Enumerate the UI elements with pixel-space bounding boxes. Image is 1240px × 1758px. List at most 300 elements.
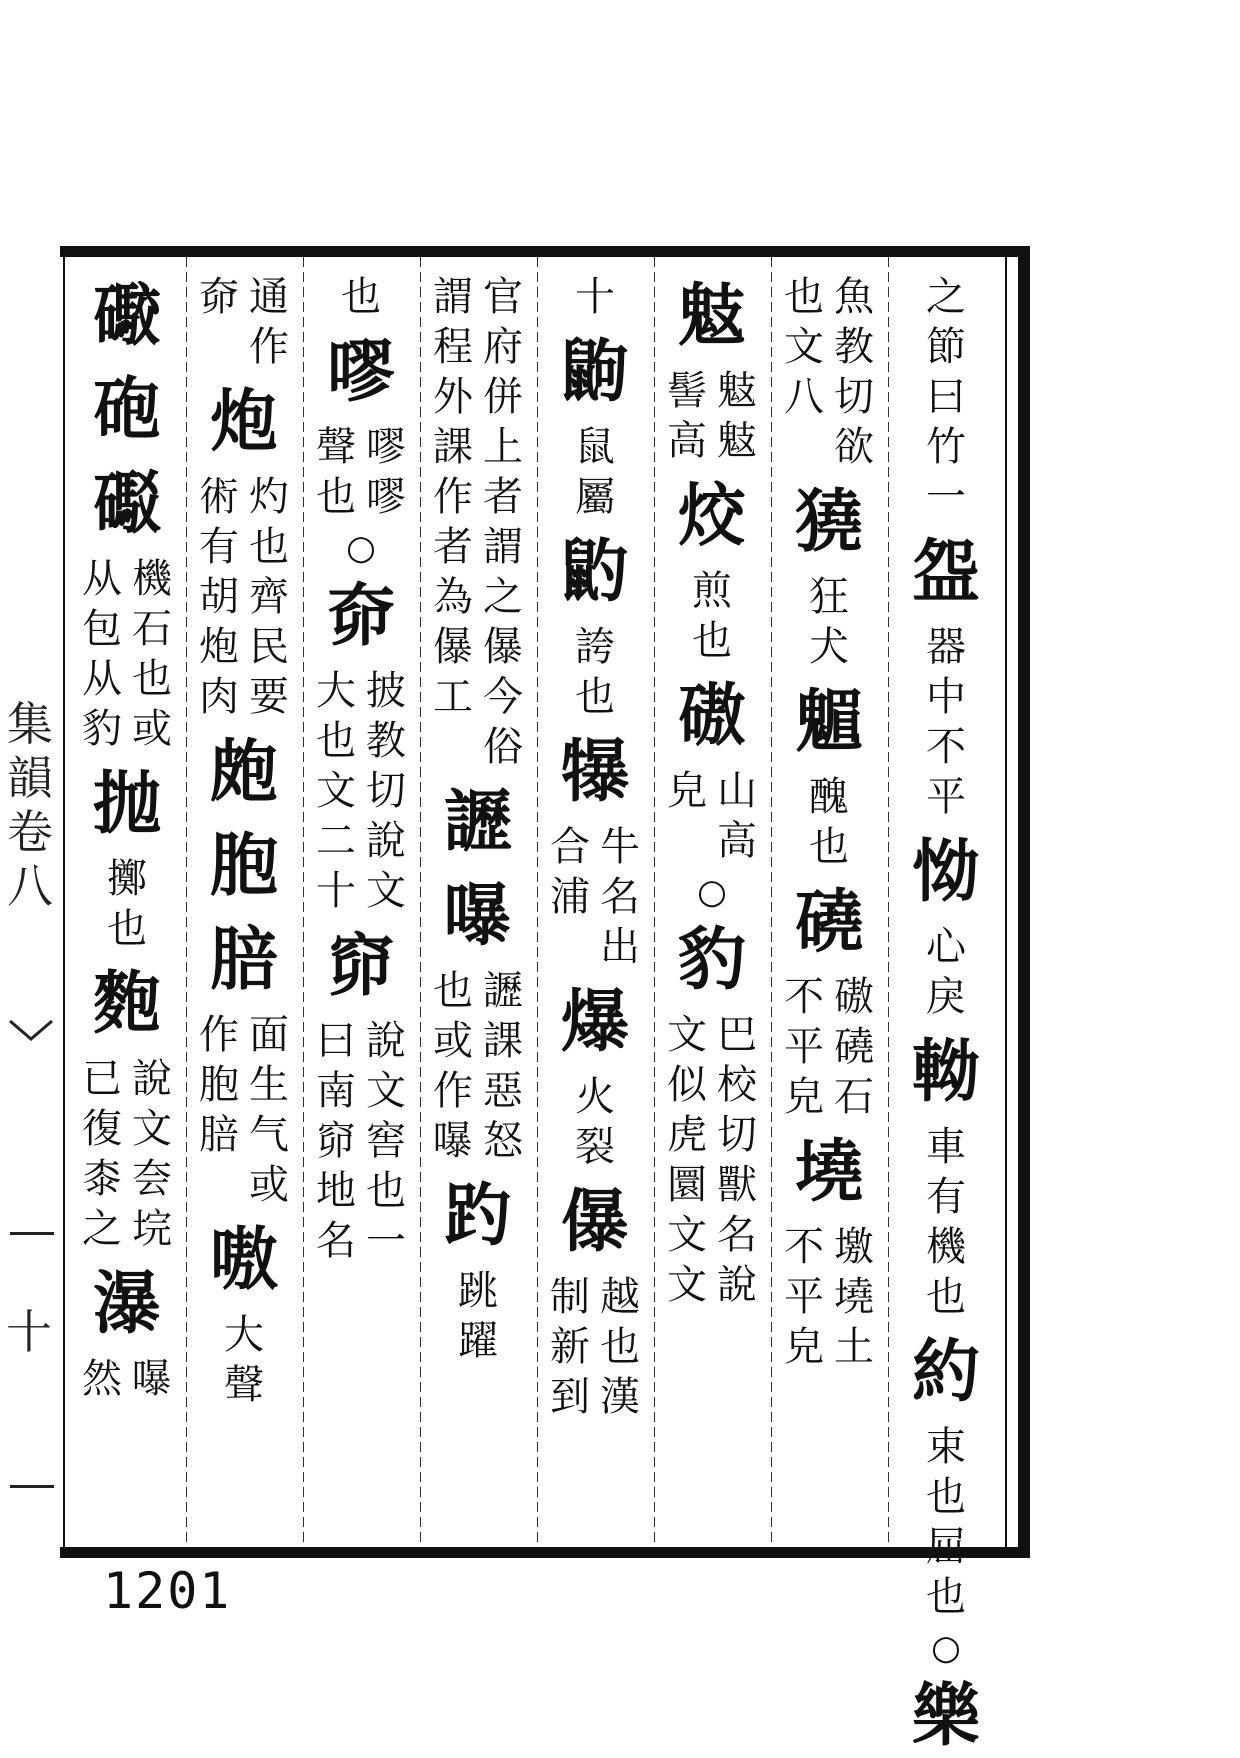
gloss-char: 有: [199, 524, 239, 570]
margin-title-char: 八: [7, 859, 53, 913]
headword: [210, 824, 278, 908]
gloss-annotation: [926, 622, 966, 822]
headword-char: 怮: [911, 832, 980, 912]
gloss-char: 䏽: [199, 1112, 239, 1158]
headword-char: 磝: [677, 676, 746, 756]
headword: [93, 462, 161, 546]
text-column: [73, 270, 181, 1540]
frame-right-border: [1018, 246, 1030, 1558]
gloss-char: 也: [926, 1574, 966, 1620]
gloss-line: [366, 666, 406, 916]
gloss-char: 一: [366, 1218, 406, 1264]
gloss-line: [667, 766, 707, 866]
gloss-char: 或: [132, 706, 172, 752]
headword-char: 鬾: [677, 276, 746, 356]
gloss-char: 嚗: [132, 1356, 172, 1402]
gloss-char: 牛: [600, 824, 640, 870]
gloss-annotation: [926, 922, 966, 1022]
gloss-char: 儤: [433, 624, 473, 670]
headword-char: 爆: [560, 982, 629, 1062]
gloss-char: 切: [366, 768, 406, 814]
gloss-char: 面: [249, 1012, 289, 1058]
gloss-line: [107, 854, 147, 954]
gloss-char: 民: [249, 624, 289, 670]
gloss-annotation: [341, 272, 381, 322]
gloss-line: [316, 422, 356, 522]
gloss-annotation: [550, 822, 640, 972]
headword: [93, 368, 161, 452]
gloss-line: [834, 972, 874, 1122]
gloss-char: 者: [433, 524, 473, 570]
headword-char: 皰: [209, 732, 278, 812]
gloss-char: 十: [575, 274, 615, 320]
gloss-char: 狂: [809, 574, 849, 620]
gloss-char: 也: [132, 656, 172, 702]
gloss-char: 南: [316, 1068, 356, 1114]
gloss-char: 文: [667, 1212, 707, 1258]
headword-char: 礮: [92, 276, 161, 356]
gloss-line: [926, 622, 966, 822]
gloss-char: 戾: [926, 974, 966, 1020]
gloss-char: 也: [316, 718, 356, 764]
gloss-char: 髻: [667, 368, 707, 414]
gloss-annotation: [809, 572, 849, 672]
column-divider: [303, 257, 304, 1547]
gloss-line: [249, 272, 289, 372]
gloss-char: 躍: [458, 1318, 498, 1364]
gloss-char: 說: [366, 1018, 406, 1064]
gloss-char: 火: [575, 1074, 615, 1120]
gloss-char: 跳: [458, 1268, 498, 1314]
gloss-line: [809, 772, 849, 872]
headword-char: 砲: [92, 370, 161, 450]
gloss-char: 也: [692, 618, 732, 664]
gloss-char: 文: [366, 868, 406, 914]
headword-char: 讈: [443, 782, 512, 862]
gloss-annotation: [458, 1266, 498, 1366]
headword-char: 鼩: [560, 332, 629, 412]
gloss-char: 桼: [82, 1156, 122, 1202]
gloss-annotation: [809, 772, 849, 872]
headword-char: 樂: [911, 1676, 980, 1756]
section-circle-mark: ○: [931, 1628, 961, 1668]
gloss-char: 鼠: [575, 424, 615, 470]
gloss-annotation: [784, 972, 874, 1122]
gloss-char: 惡: [483, 1068, 523, 1114]
gloss-annotation: [199, 1010, 289, 1210]
gloss-char: 也: [366, 1168, 406, 1214]
gloss-line: [483, 966, 523, 1166]
gloss-char: 越: [600, 1274, 640, 1320]
gloss-char: 切: [717, 1112, 757, 1158]
gloss-char: 磽: [834, 1024, 874, 1070]
gloss-char: 从: [82, 556, 122, 602]
gloss-char: 不: [784, 974, 824, 1020]
gloss-annotation: [575, 272, 615, 322]
gloss-char: 石: [834, 1074, 874, 1120]
gloss-line: [82, 1354, 122, 1404]
gloss-char: 不: [926, 724, 966, 770]
gloss-char: 皃: [784, 1074, 824, 1120]
gloss-line: [575, 422, 615, 522]
gloss-char: 中: [926, 674, 966, 720]
margin-rule-lower: [10, 1485, 54, 1488]
text-column: [424, 270, 532, 1540]
gloss-line: [199, 472, 239, 722]
gloss-char: 謂: [433, 274, 473, 320]
gloss-line: [784, 272, 824, 472]
fish-tail-mark-icon: [8, 1017, 54, 1043]
gloss-char: 或: [433, 1018, 473, 1064]
gloss-char: 也: [433, 968, 473, 1014]
gloss-line: [550, 1272, 590, 1422]
headword: [678, 674, 746, 758]
headword: [795, 680, 863, 764]
gloss-char: 高: [717, 818, 757, 864]
gloss-char: 垸: [132, 1206, 172, 1252]
gloss-line: [433, 966, 473, 1166]
gloss-annotation: [107, 854, 147, 954]
headword: [210, 1218, 278, 1302]
gloss-char: 气: [249, 1112, 289, 1158]
gloss-char: 車: [926, 1124, 966, 1170]
headword: [561, 980, 629, 1064]
gloss-char: 怒: [483, 1118, 523, 1164]
gloss-char: 十: [316, 868, 356, 914]
headword-char: 墝: [794, 1132, 863, 1212]
headword: [678, 274, 746, 358]
gloss-annotation: [575, 622, 615, 722]
margin-rule-upper: [10, 1232, 54, 1235]
gloss-char: 也: [926, 1474, 966, 1520]
gloss-line: [692, 566, 732, 666]
gloss-char: 也: [341, 274, 381, 320]
gloss-annotation: [926, 272, 966, 522]
gloss-line: [717, 366, 757, 466]
gloss-char: 二: [316, 818, 356, 864]
gloss-char: 墽: [834, 1224, 874, 1270]
gloss-line: [249, 472, 289, 722]
gloss-annotation: [316, 666, 406, 916]
margin-title: [2, 697, 58, 913]
gloss-char: 獸: [717, 1162, 757, 1208]
gloss-line: [667, 366, 707, 466]
gloss-char: 或: [249, 1162, 289, 1208]
gloss-line: [926, 922, 966, 1022]
gloss-char: 炮: [199, 624, 239, 670]
headword: [327, 574, 395, 658]
text-column: [307, 270, 415, 1540]
gloss-line: [575, 622, 615, 722]
headword: [210, 918, 278, 1002]
gloss-char: 墝: [834, 1274, 874, 1320]
gloss-char: 土: [834, 1324, 874, 1370]
headword-char: 䏽: [209, 920, 278, 1000]
gloss-line: [784, 972, 824, 1122]
section-circle-mark: ○: [697, 872, 727, 912]
gloss-line: [82, 1054, 122, 1254]
gloss-char: 平: [784, 1024, 824, 1070]
gloss-char: 奅: [199, 274, 239, 320]
gloss-char: 出: [600, 924, 640, 970]
gloss-char: 不: [784, 1224, 824, 1270]
gloss-char: 也: [600, 1324, 640, 1370]
headword: [795, 480, 863, 564]
headword: [327, 330, 395, 414]
gloss-char: 讈: [483, 968, 523, 1014]
gloss-char: 之: [926, 274, 966, 320]
headword: [561, 530, 629, 614]
gloss-char: 皃: [784, 1324, 824, 1370]
gloss-char: 文: [132, 1106, 172, 1152]
gloss-char: 齊: [249, 574, 289, 620]
gloss-char: 到: [550, 1374, 590, 1420]
headword-char: 犦: [560, 732, 629, 812]
gloss-annotation: [224, 1310, 264, 1410]
gloss-char: 切: [834, 374, 874, 420]
gloss-char: 聲: [224, 1362, 264, 1408]
gloss-line: [199, 272, 239, 372]
gloss-line: [458, 1266, 498, 1366]
gloss-char: 竹: [926, 424, 966, 470]
gloss-char: 節: [926, 324, 966, 370]
gloss-char: 通: [249, 274, 289, 320]
gloss-char: 束: [926, 1424, 966, 1470]
gloss-char: 豹: [82, 706, 122, 752]
gloss-char: 屬: [575, 474, 615, 520]
gloss-annotation: [316, 422, 406, 522]
gloss-line: [249, 1010, 289, 1210]
gloss-line: [809, 572, 849, 672]
gloss-char: 校: [717, 1062, 757, 1108]
gloss-char: 新: [550, 1324, 590, 1370]
headword: [912, 530, 980, 614]
headword-char: 豹: [677, 920, 746, 1000]
headword: [795, 1130, 863, 1214]
gloss-char: 儤: [483, 624, 523, 670]
gloss-char: 欲: [834, 424, 874, 470]
gloss-char: 也: [107, 906, 147, 952]
gloss-char: 高: [667, 418, 707, 464]
gloss-annotation: [433, 272, 523, 772]
gloss-char: 名: [717, 1212, 757, 1258]
gloss-char: 今: [483, 674, 523, 720]
text-column: [775, 270, 883, 1540]
gloss-char: 山: [717, 768, 757, 814]
gloss-char: 醜: [809, 774, 849, 820]
gloss-line: [600, 1272, 640, 1422]
gloss-annotation: [316, 1016, 406, 1266]
text-column: [892, 270, 1000, 1756]
gloss-line: [717, 1010, 757, 1310]
gloss-char: 巴: [717, 1012, 757, 1058]
gloss-annotation: [199, 472, 289, 722]
gloss-char: 灼: [249, 474, 289, 520]
headword-char: 炮: [209, 382, 278, 462]
headword-char: 窌: [326, 926, 395, 1006]
headword: [912, 1674, 980, 1758]
gloss-char: 漢: [600, 1374, 640, 1420]
headword: [561, 330, 629, 414]
gloss-char: 虎: [667, 1112, 707, 1158]
headword: [678, 474, 746, 558]
margin-title-char: 集: [7, 697, 53, 751]
gloss-char: 圜: [667, 1162, 707, 1208]
gloss-line: [366, 1016, 406, 1266]
gloss-line: [132, 1354, 172, 1404]
gloss-char: 夽: [132, 1156, 172, 1202]
gloss-char: 似: [667, 1062, 707, 1108]
gloss-line: [316, 666, 356, 916]
gloss-char: 說: [132, 1056, 172, 1102]
gloss-char: 地: [316, 1168, 356, 1214]
gloss-annotation: [667, 1010, 757, 1310]
gloss-char: 胞: [199, 1062, 239, 1108]
gloss-char: 併: [483, 374, 523, 420]
gloss-char: 名: [600, 874, 640, 920]
gloss-line: [316, 1016, 356, 1266]
headword: [444, 780, 512, 864]
gloss-char: 機: [132, 556, 172, 602]
gloss-char: 教: [834, 324, 874, 370]
gloss-annotation: [550, 1272, 640, 1422]
gloss-annotation: [667, 766, 757, 866]
headword-char: 䰨: [794, 682, 863, 762]
gloss-char: 嘐: [366, 474, 406, 520]
gloss-char: 鬾: [717, 368, 757, 414]
gloss-char: 八: [784, 374, 824, 420]
gloss-char: 已: [82, 1056, 122, 1102]
frame-left-border: [63, 257, 65, 1547]
gloss-char: 皃: [667, 768, 707, 814]
gloss-char: 之: [82, 1206, 122, 1252]
frame-top-border: [60, 246, 1030, 257]
headword-char: 約: [911, 1332, 980, 1412]
gloss-char: 機: [926, 1224, 966, 1270]
gloss-char: 曰: [926, 374, 966, 420]
headword-char: 獟: [794, 482, 863, 562]
gloss-char: 外: [433, 374, 473, 420]
gloss-annotation: [784, 272, 874, 472]
gloss-char: 復: [82, 1106, 122, 1152]
headword: [561, 1180, 629, 1264]
text-column: [190, 270, 298, 1540]
gloss-line: [199, 1010, 239, 1210]
gloss-char: 窖: [366, 1118, 406, 1164]
headword-char: 嚗: [443, 876, 512, 956]
gloss-char: 文: [667, 1262, 707, 1308]
gloss-char: 也: [316, 474, 356, 520]
headword-char: 麭: [92, 964, 161, 1044]
gloss-char: 也: [249, 524, 289, 570]
gloss-char: 从: [82, 656, 122, 702]
headword-char: 嘐: [326, 332, 395, 412]
headword: [795, 880, 863, 964]
gloss-char: 磝: [834, 974, 874, 1020]
page-number: 1201: [103, 1562, 232, 1620]
headword-char: 奅: [326, 576, 395, 656]
gloss-char: 合: [550, 824, 590, 870]
gloss-line: [575, 272, 615, 322]
headword: [210, 730, 278, 814]
gloss-char: 浦: [550, 874, 590, 920]
gloss-char: 術: [199, 474, 239, 520]
gloss-char: 石: [132, 606, 172, 652]
gloss-char: 作: [199, 1012, 239, 1058]
gloss-char: 生: [249, 1062, 289, 1108]
gloss-annotation: [926, 1122, 966, 1322]
gloss-line: [366, 422, 406, 522]
headword: [561, 730, 629, 814]
gloss-char: 文: [316, 768, 356, 814]
gloss-char: 上: [483, 424, 523, 470]
gloss-annotation: [667, 366, 757, 466]
gloss-char: 謂: [483, 524, 523, 570]
gloss-line: [784, 1222, 824, 1372]
gloss-char: 誇: [575, 624, 615, 670]
gloss-char: 犬: [809, 624, 849, 670]
gloss-char: 文: [366, 1068, 406, 1114]
headword: [912, 830, 980, 914]
gloss-char: 魚: [834, 274, 874, 320]
gloss-line: [926, 1422, 966, 1622]
gloss-char: 說: [717, 1262, 757, 1308]
gloss-char: 也: [926, 1274, 966, 1320]
gloss-char: 說: [366, 818, 406, 864]
gloss-char: 制: [550, 1274, 590, 1320]
gloss-line: [834, 1222, 874, 1372]
gloss-annotation: [784, 1222, 874, 1372]
gloss-annotation: [433, 966, 523, 1166]
gloss-char: 名: [316, 1218, 356, 1264]
gloss-char: 器: [926, 624, 966, 670]
frame-bottom-border: [60, 1547, 1030, 1558]
gloss-annotation: [926, 1422, 966, 1622]
gloss-char: 俗: [483, 724, 523, 770]
headword: [444, 1174, 512, 1258]
gloss-char: 之: [483, 574, 523, 620]
gloss-annotation: [82, 1054, 172, 1254]
headword-char: 礟: [92, 464, 161, 544]
gloss-char: 者: [483, 474, 523, 520]
gloss-char: 要: [249, 674, 289, 720]
headword: [678, 918, 746, 1002]
headword-char: 胞: [209, 826, 278, 906]
gloss-line: [132, 554, 172, 754]
column-divider: [654, 257, 655, 1547]
margin-title-char: 韻: [7, 751, 53, 805]
gloss-line: [600, 822, 640, 972]
gloss-annotation: [692, 566, 732, 666]
gloss-char: 為: [433, 574, 473, 620]
column-divider: [888, 257, 889, 1547]
headword-char: 抛: [92, 764, 161, 844]
headword: [912, 1030, 980, 1114]
gloss-char: 擲: [107, 856, 147, 902]
column-divider: [186, 257, 187, 1547]
headword-char: 䶂: [560, 532, 629, 612]
headword-char: 嗷: [209, 1220, 278, 1300]
gloss-line: [550, 822, 590, 972]
headword-char: 烄: [677, 476, 746, 556]
gloss-annotation: [575, 1072, 615, 1172]
headword: [93, 274, 161, 358]
gloss-char: 平: [784, 1274, 824, 1320]
gloss-char: 曰: [316, 1018, 356, 1064]
gloss-char: 心: [926, 924, 966, 970]
gloss-char: 聲: [316, 424, 356, 470]
gloss-char: 官: [483, 274, 523, 320]
